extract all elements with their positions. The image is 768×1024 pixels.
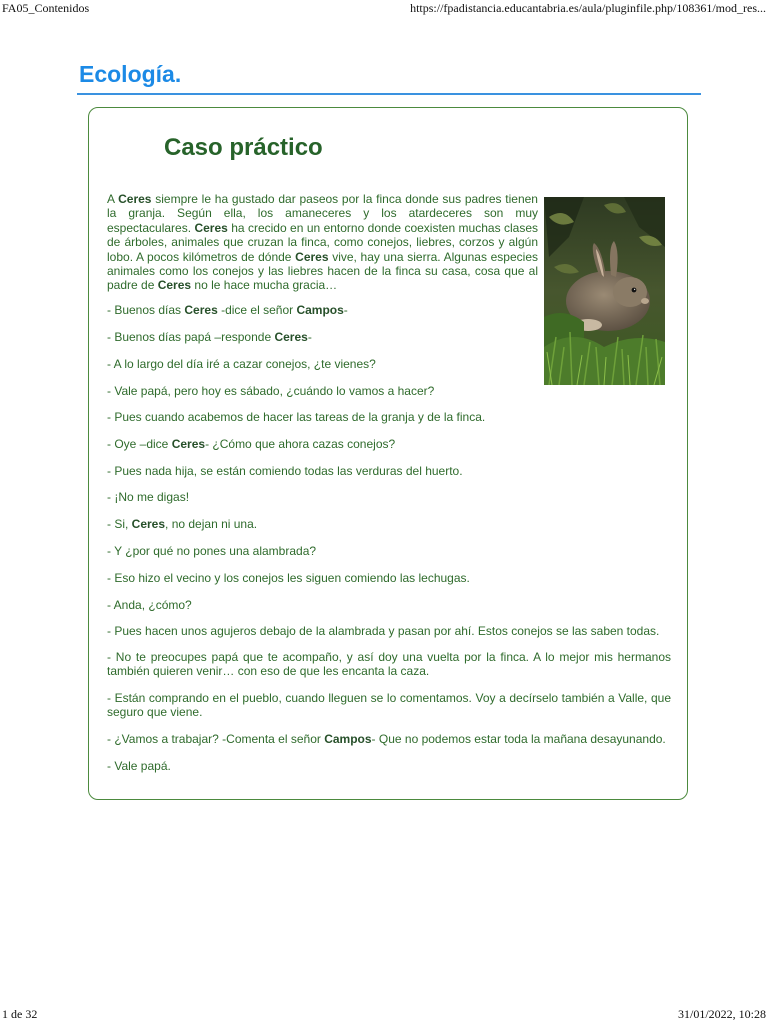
- dialogue-line: - ¡No me digas!: [107, 490, 190, 504]
- dialogue-line: - Vale papá, pero hoy es sábado, ¿cuándo lo vamos a hacer?: [107, 384, 435, 398]
- print-header-url: https://fpadistancia.educantabria.es/aula/pluginfile.php/108361/mod_res...: [410, 1, 766, 15]
- page-counter: 1 de 32: [2, 1007, 38, 1021]
- character-name: Ceres: [295, 249, 329, 264]
- dialogue-line: - No te preocupes papá que te acompaño, y así doy una vuelta por la finca. A lo mejor mis hermanos también quieren venir… con eso de que les encanta la caza.: [107, 650, 671, 679]
- character-name: Ceres: [131, 517, 166, 531]
- character-name: Campos: [324, 732, 372, 746]
- dialogue-line: - Están comprando en el pueblo, cuando lleguen se lo comentamos. Voy a decírselo también a Valle, que seguro que viene.: [107, 691, 671, 720]
- character-name: Ceres: [157, 278, 192, 293]
- character-name: Ceres: [171, 437, 206, 451]
- page-title: Ecología.: [79, 61, 182, 87]
- character-name: Ceres: [184, 303, 218, 317]
- dialogue-line: - Pues cuando acabemos de hacer las tareas de la granja y de la finca.: [107, 410, 486, 424]
- case-intro-paragraph: A Ceres siempre le ha gustado dar paseos por la finca donde sus padres tienen la granja. Según ella, los amaneceres y los atardeceres son muy espectaculares. Ceres ha crecido en un entorno donde coexisten muchas clases de árboles, animales que cruzan la finca, como conejos, liebres, corzos y algún lobo. A pocos kilómetros de dónde Ceres vive, hay una sierra. Algunas especies animales como los conejos y las liebres hacen de la finca su casa, cosa que al padre de Ceres no le hace mucha gracia…: [107, 192, 538, 293]
- character-name: Ceres: [274, 330, 308, 344]
- dialogue-line: - Anda, ¿cómo?: [107, 598, 192, 612]
- character-name: Ceres: [118, 192, 152, 206]
- character-name: Campos: [296, 303, 344, 317]
- dialogue-line: - Oye –dice Ceres- ¿Cómo que ahora cazas conejos?: [107, 437, 396, 451]
- dialogue-line: - Vale papá.: [107, 759, 171, 773]
- dialogue-line: - A lo largo del día iré a cazar conejos, ¿te vienes?: [107, 357, 376, 371]
- dialogue-line: - Eso hizo el vecino y los conejos les siguen comiendo las lechugas.: [107, 571, 470, 585]
- dialogue-line: - Y ¿por qué no pones una alambrada?: [107, 544, 317, 558]
- dialogue-line: - Buenos días papá –responde Ceres-: [107, 330, 312, 344]
- character-name: Ceres: [194, 220, 228, 235]
- dialogue-line: - Si, Ceres, no dejan ni una.: [107, 517, 258, 531]
- dialogue-line: - ¿Vamos a trabajar? -Comenta el señor Campos- Que no podemos estar toda la mañana desayunando.: [107, 732, 666, 746]
- dialogue-line: - Pues hacen unos agujeros debajo de la alambrada y pasan por ahí. Estos conejos se las saben todas.: [107, 624, 660, 638]
- dialogue-line: - Buenos días Ceres -dice el señor Campos-: [107, 303, 348, 317]
- print-header-title: FA05_Contenidos: [2, 1, 90, 15]
- title-divider: [77, 93, 701, 95]
- case-study-title: Caso práctico: [164, 134, 323, 161]
- dialogue-line: - Pues nada hija, se están comiendo todas las verduras del huerto.: [107, 464, 463, 478]
- print-timestamp: 31/01/2022, 10:28: [677, 1007, 766, 1021]
